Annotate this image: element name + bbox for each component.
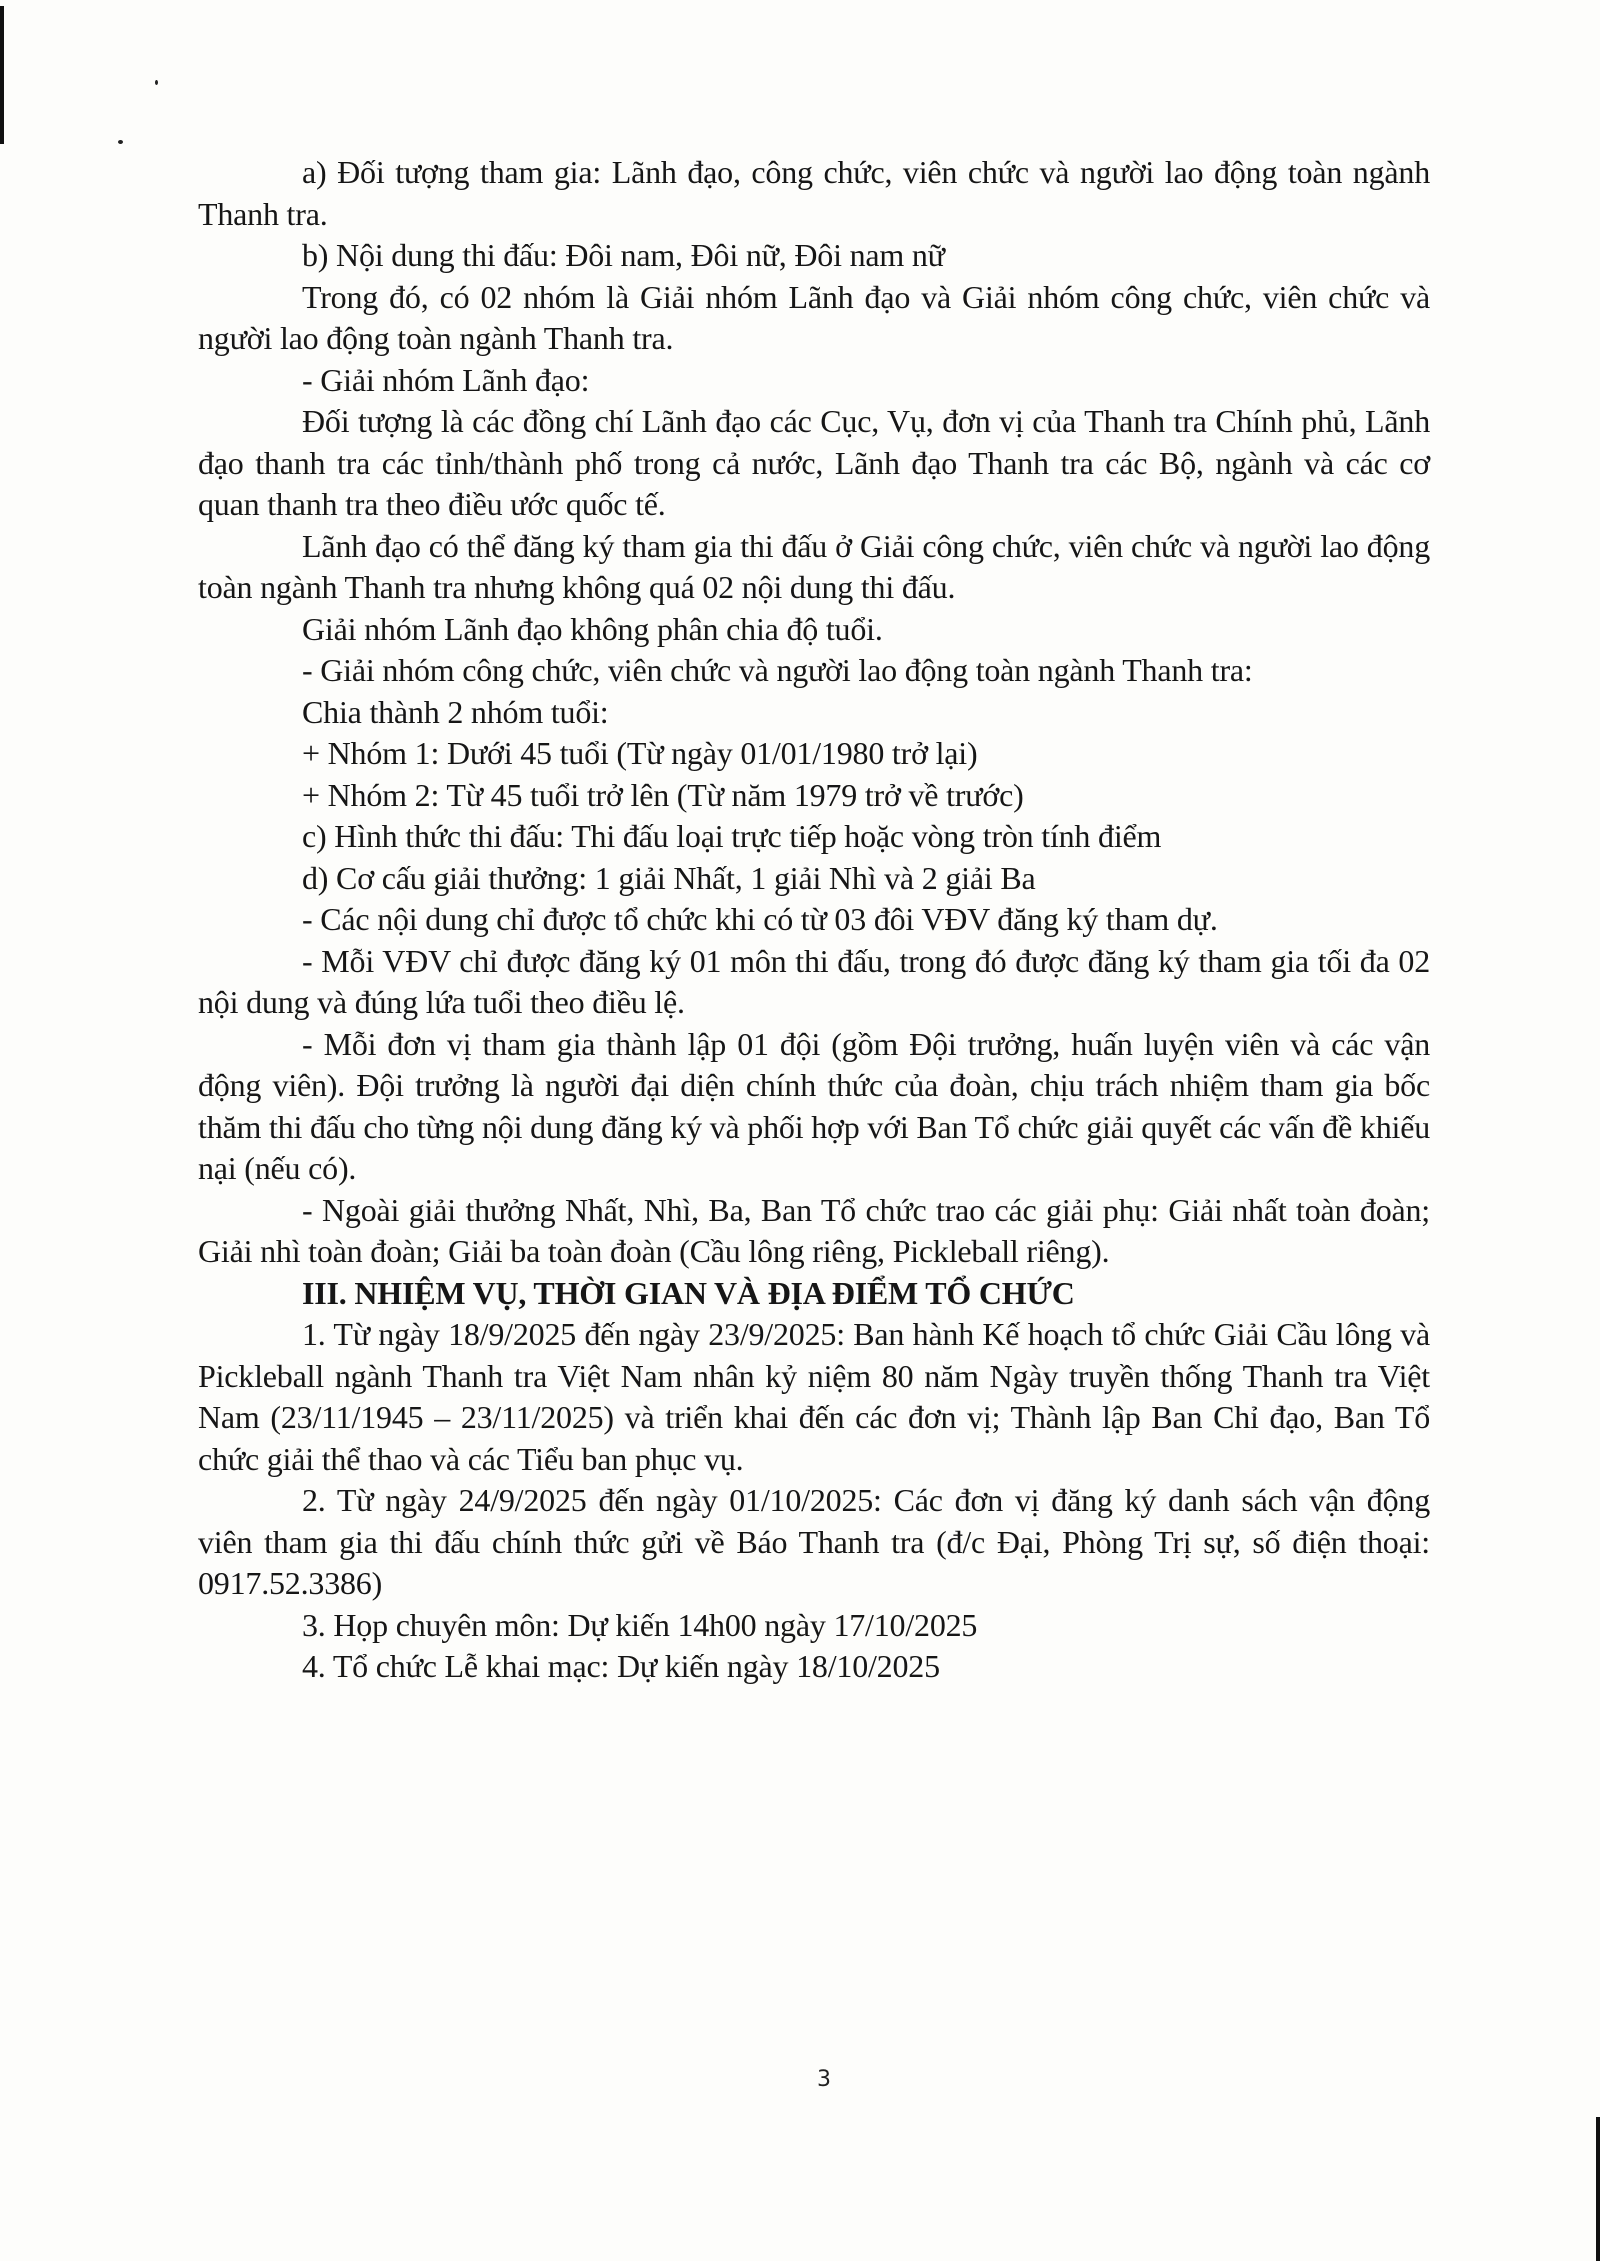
scan-speck — [118, 140, 123, 144]
paragraph-leader-subjects: Đối tượng là các đồng chí Lãnh đạo các Cục, Vụ, đơn vị của Thanh tra Chính phủ, Lãnh đạo thanh tra các tỉnh/thành phố trong cả nước, Lãnh đạo Thanh tra các Bộ, ngành và các cơ quan thanh tra theo điều ước quốc tế. — [198, 403, 1430, 522]
scan-edge-right — [1596, 2117, 1600, 2261]
paragraph-extra-prizes: - Ngoài giải thưởng Nhất, Nhì, Ba, Ban Tổ chức trao các giải phụ: Giải nhất toàn đoàn; Giải nhì toàn đoàn; Giải ba toàn đoàn (Cầu lông riêng, Pickleball riêng). — [198, 1191, 1430, 1269]
section-item-2: 2. Từ ngày 24/9/2025 đến ngày 01/10/2025: Các đơn vị đăng ký danh sách vận động viên tham gia thi đấu chính thức gửi về Báo Thanh tra (đ/c Đại, Phòng Trị sự, số điện thoại: 0917.52.3386) — [198, 1482, 1430, 1601]
paragraph-staff-group-title: - Giải nhóm công chức, viên chức và người lao động toàn ngành Thanh tra: — [302, 652, 1253, 688]
paragraph-athlete-limit: - Mỗi VĐV chỉ được đăng ký 01 môn thi đấu, trong đó được đăng ký tham gia tối đa 02 nội dung và đúng lứa tuổi theo điều lệ. — [198, 942, 1430, 1020]
paragraph-team: - Mỗi đơn vị tham gia thành lập 01 đội (gồm Đội trưởng, huấn luyện viên và các vận động viên). Đội trưởng là người đại diện chính thức của đoàn, chịu trách nhiệm tham gia bốc thăm thi đấu cho từng nội dung đăng ký và phối hợp với Ban Tổ chức giải quyết các vấn đề khiếu nại (nếu có). — [198, 1025, 1430, 1186]
scan-speck — [155, 80, 158, 85]
paragraph-prizes: d) Cơ cấu giải thưởng: 1 giải Nhất, 1 giải Nhì và 2 giải Ba — [302, 859, 1036, 896]
paragraph-format: c) Hình thức thi đấu: Thi đấu loại trực tiếp hoặc vòng tròn tính điểm — [302, 818, 1162, 854]
section-item-1: 1. Từ ngày 18/9/2025 đến ngày 23/9/2025: Ban hành Kế hoạch tổ chức Giải Cầu lông và Pickleball ngành Thanh tra Việt Nam nhân kỷ niệm 80 năm Ngày truyền thống Thanh tra Việt Nam (23/11/1945 – 23/11/2025) và triển khai đến các đơn vị; Thành lập Ban Chỉ đạo, Ban Tổ chức giải thể thao và các Tiểu ban phục vụ. — [198, 1316, 1430, 1477]
paragraph-leader-group-title: - Giải nhóm Lãnh đạo: — [302, 361, 590, 398]
scan-edge-left — [0, 6, 4, 144]
section-heading: III. NHIỆM VỤ, THỜI GIAN VÀ ĐỊA ĐIỂM TỔ CHỨC — [302, 1274, 1075, 1311]
section-item-4: 4. Tổ chức Lễ khai mạc: Dự kiến ngày 18/10/2025 — [302, 1648, 940, 1684]
paragraph-min-pairs: - Các nội dung chỉ được tổ chức khi có từ 03 đôi VĐV đăng ký tham dự. — [302, 901, 1218, 937]
paragraph-age-group-1: + Nhóm 1: Dưới 45 tuổi (Từ ngày 01/01/1980 trở lại) — [302, 735, 978, 771]
section-item-3: 3. Họp chuyên môn: Dự kiến 14h00 ngày 17/10/2025 — [302, 1606, 978, 1643]
page-number: 3 — [817, 2067, 831, 2092]
paragraph-events: b) Nội dung thi đấu: Đôi nam, Đôi nữ, Đôi nam nữ — [302, 237, 945, 273]
paragraph-age-split: Chia thành 2 nhóm tuổi: — [302, 693, 609, 730]
document-body — [198, 152, 1430, 1688]
paragraph-participants: a) Đối tượng tham gia: Lãnh đạo, công chức, viên chức và người lao động toàn ngành Thanh tra. — [198, 154, 1430, 232]
paragraph-leader-registration: Lãnh đạo có thể đăng ký tham gia thi đấu ở Giải công chức, viên chức và người lao động toàn ngành Thanh tra nhưng không quá 02 nội dung thi đấu. — [198, 527, 1430, 605]
paragraph-leader-age: Giải nhóm Lãnh đạo không phân chia độ tuổi. — [302, 610, 883, 647]
paragraph-age-group-2: + Nhóm 2: Từ 45 tuổi trở lên (Từ năm 1979 trở về trước) — [302, 776, 1024, 813]
paragraph-groups: Trong đó, có 02 nhóm là Giải nhóm Lãnh đạo và Giải nhóm công chức, viên chức và người lao động toàn ngành Thanh tra. — [198, 278, 1430, 356]
